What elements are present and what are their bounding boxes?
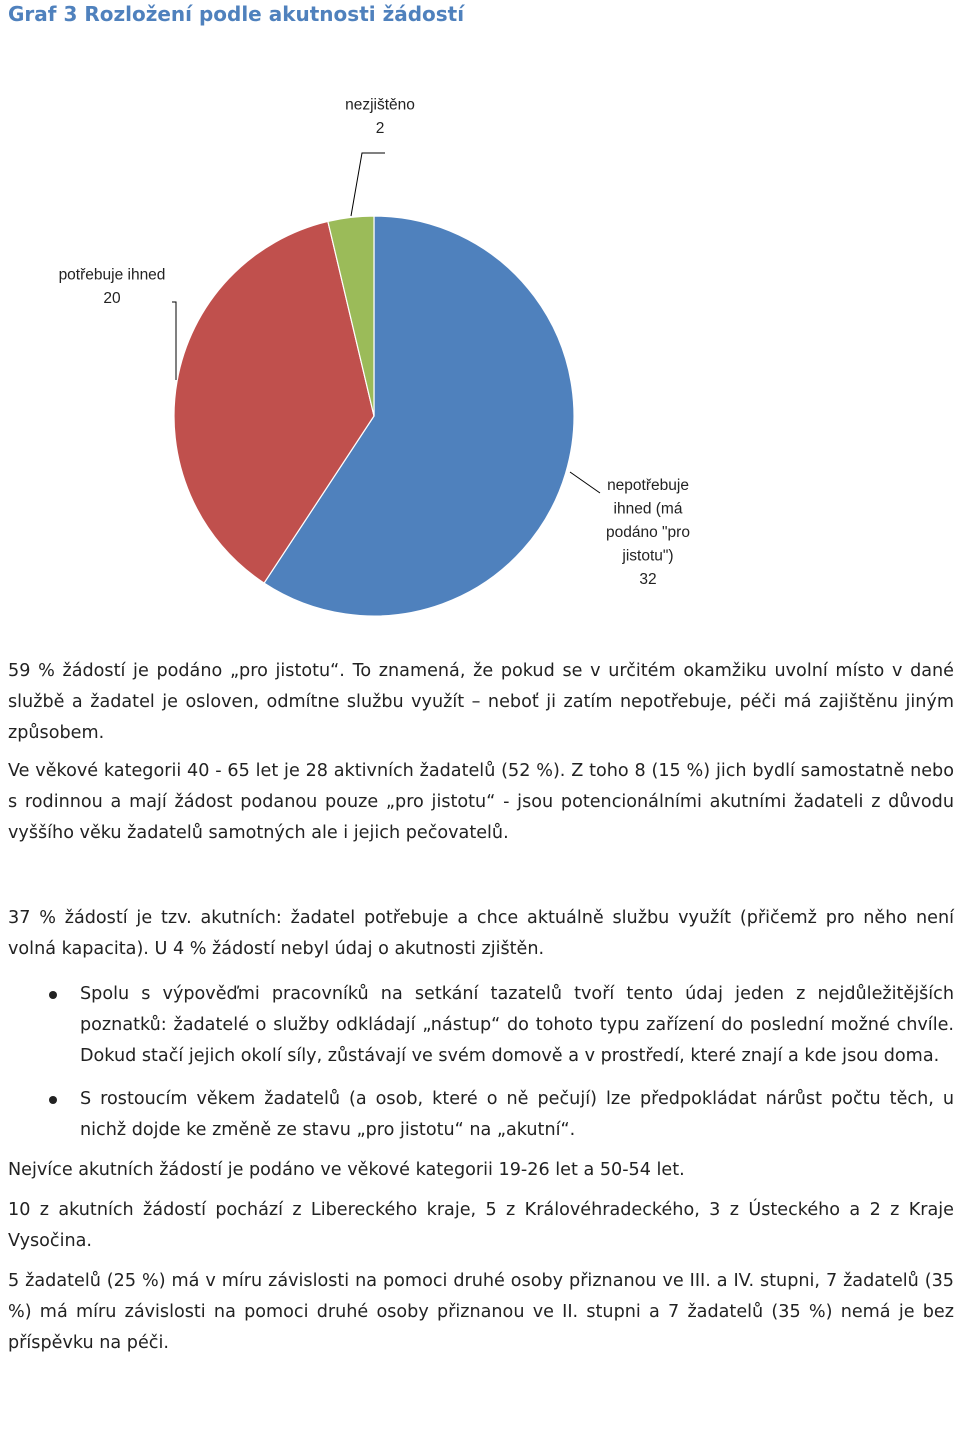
slice-category-label: potřebuje ihned [58, 266, 166, 284]
slice-category-label: nepotřebuje [607, 477, 689, 494]
list-item [8, 979, 954, 1072]
bullet-icon [49, 991, 57, 999]
paragraph-acute-requests: 37 % žádostí je tzv. akutních: žadatel potřebuje a chce aktuálně službu využít (přičemž pro něho není volná kapacita). U 4 % žádostí nebyl údaj o akutnosti zjištěn. [8, 908, 954, 959]
slice-category-label: ihned (má [613, 500, 683, 518]
leader-line-3 [351, 153, 385, 216]
paragraph-age-category: Ve věkové kategorii 40 - 65 let je 28 aktivních žadatelů (52 %). Z toho 8 (15 %) jich bydlí samostatně nebo s rodinnou a mají žádost podanou pouze „pro jistotu“ - jsou potencionálními akutními žadateli z důvodu vyššího věku žadatelů samotných ale i jejich pečovatelů. [8, 761, 954, 843]
slice-category-label: nezjištěno [345, 96, 415, 114]
slice-value-label: 20 [103, 290, 121, 307]
list-item [8, 1084, 954, 1146]
slice-value-label: 32 [639, 571, 657, 588]
chart-caption: Graf 3 Rozložení podle akutnosti žádostí [8, 2, 465, 26]
bullet-text: Spolu s výpověďmi pracovníků na setkání tazatelů tvoří tento údaj jeden z nejdůležitějších poznatků: žadatelé o služby odkládají „nástup“ do tohoto typu zařízení do poslední možné chvíle. Dokud stačí jejich okolí síly, zůstávají ve svém domově a v prostředí, které znají a kde jsou doma. [80, 984, 954, 1066]
paragraph-age-peaks: Nejvíce akutních žádostí je podáno ve věkové kategorii 19-26 let a 50-54 let. [8, 1160, 685, 1180]
paragraph-regions: 10 z akutních žádostí pochází z Libereckého kraje, 5 z Královéhradeckého, 3 z Ústeckého a 2 z Kraje Vysočina. [8, 1200, 954, 1251]
paragraph-dependency: 5 žadatelů (25 %) má v míru závislosti na pomoci druhé osoby přiznanou ve III. a IV. stupni, 7 žadatelů (35 %) má míru závislosti na pomoci druhé osoby přiznanou ve II. stupni a 7 žadatelů (35 %) nemá je bez příspěvku na péči. [8, 1271, 954, 1353]
leader-line-2 [172, 302, 176, 380]
leader-line-1 [570, 472, 600, 493]
body-text [8, 656, 954, 1359]
slice-category-label: podáno "pro [606, 524, 690, 541]
bullet-list [8, 979, 954, 1146]
slice-value-label: 2 [375, 120, 385, 137]
bullet-text: S rostoucím věkem žadatelů (a osob, které o ně pečují) lze předpokládat nárůst počtu těch, u nichž dojde ke změně ze stavu „pro jistotu“ na „akutní“. [80, 1089, 954, 1140]
pie-chart [0, 40, 760, 630]
paragraph-pro-jistotu: 59 % žádostí je podáno „pro jistotu“. To znamená, že pokud se v určitém okamžiku uvolní místo v dané službě a žadatel je osloven, odmítne službu využít – neboť ji zatím nepotřebuje, péči má zajištěnu jiným způsobem. [8, 661, 954, 743]
slice-category-label: jistotu") [622, 547, 674, 565]
bullet-icon [49, 1096, 57, 1104]
